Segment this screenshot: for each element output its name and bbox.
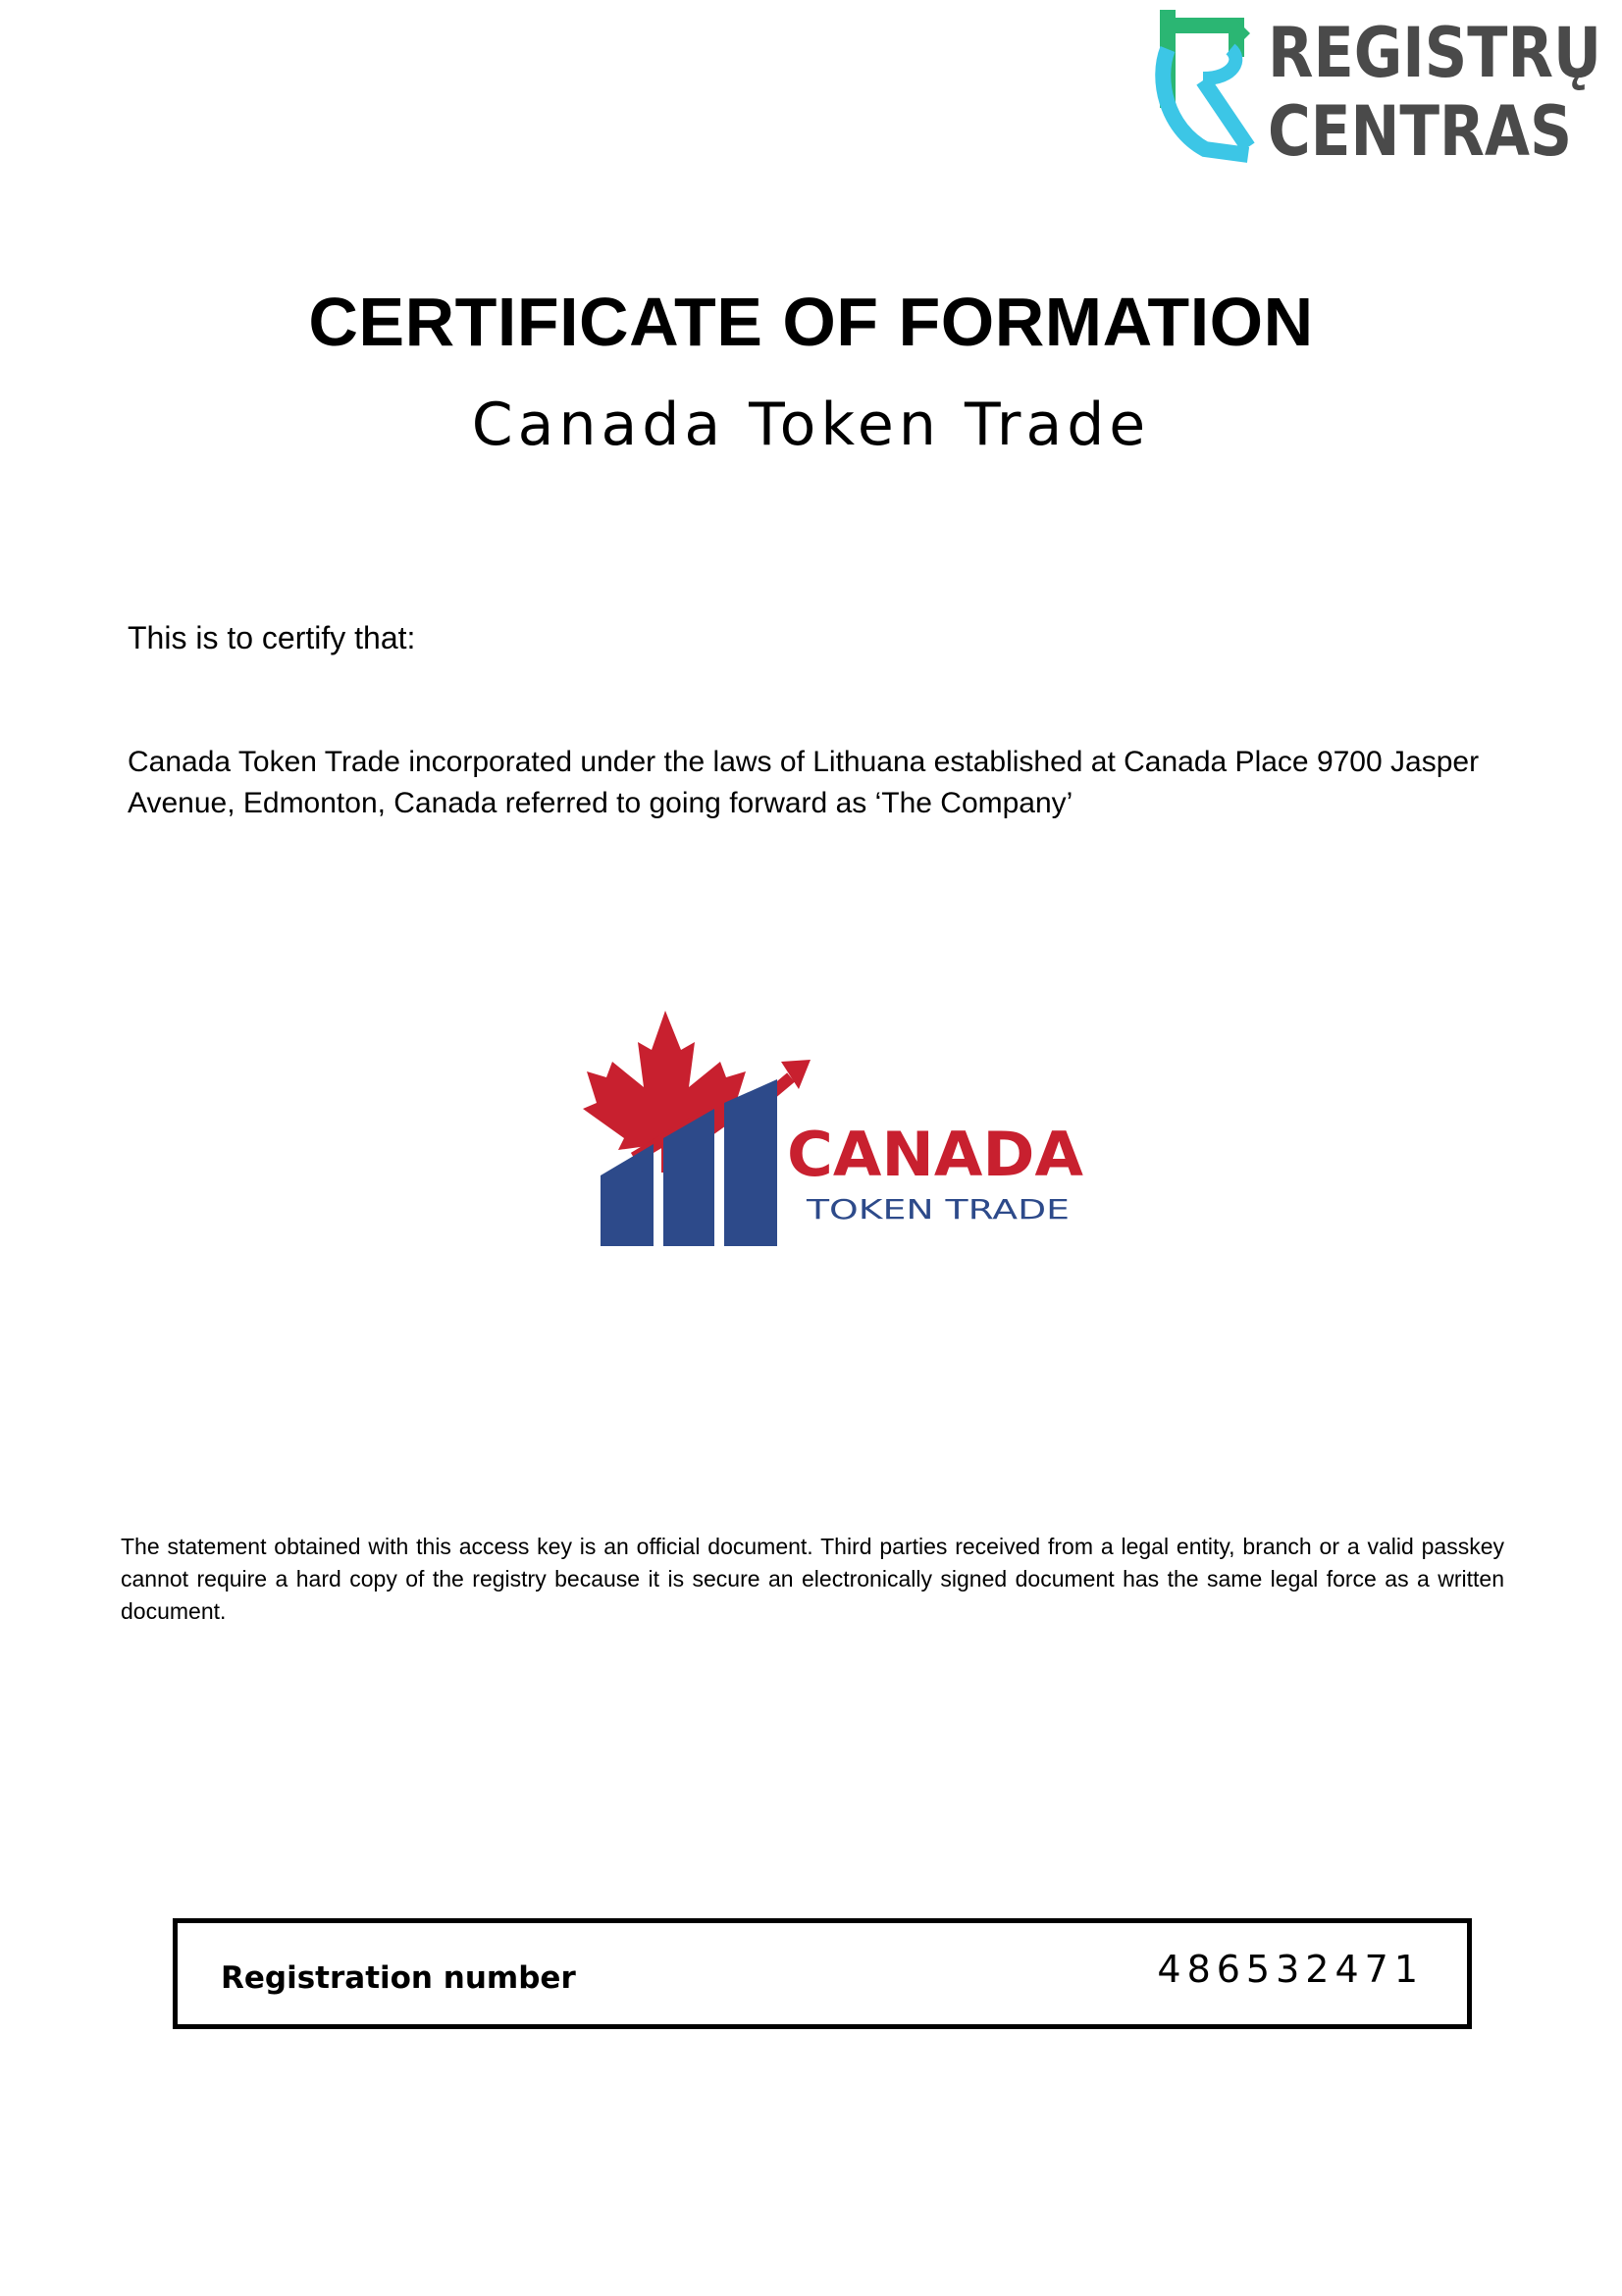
certificate-title: CERTIFICATE OF FORMATION	[308, 284, 1314, 360]
registry-logo-line1: REGISTRŲ	[1268, 13, 1601, 93]
company-name-heading: Canada Token Trade	[471, 391, 1151, 459]
registration-box	[173, 1918, 1472, 2029]
company-logo-line2: TOKEN TRADE	[805, 1193, 1070, 1226]
registration-label: Registration number	[221, 1959, 576, 1996]
legal-statement: The statement obtained with this access key is an official document. Third parties received from a legal entity, branch or a valid passkey cannot require a hard copy of the registry because it is secure an electronically signed document has the same legal force as a written document.	[121, 1534, 1504, 1624]
registry-logo	[1146, 10, 1612, 172]
company-logo	[546, 1001, 1095, 1246]
maple-leaf-bar-chart-icon	[546, 1001, 1095, 1246]
registration-number: 486532471	[1157, 1947, 1424, 1991]
certify-body: Canada Token Trade incorporated under the laws of Lithuana established at Canada Place 9700 Jasper Avenue, Edmonton, Canada referred to going forward as ‘The Company’	[128, 746, 1480, 819]
registry-r-mark-icon	[1146, 10, 1612, 172]
certify-intro: This is to certify that:	[128, 620, 416, 655]
registry-logo-line2: CENTRAS	[1268, 91, 1572, 172]
company-logo-line1: CANADA	[787, 1119, 1084, 1190]
